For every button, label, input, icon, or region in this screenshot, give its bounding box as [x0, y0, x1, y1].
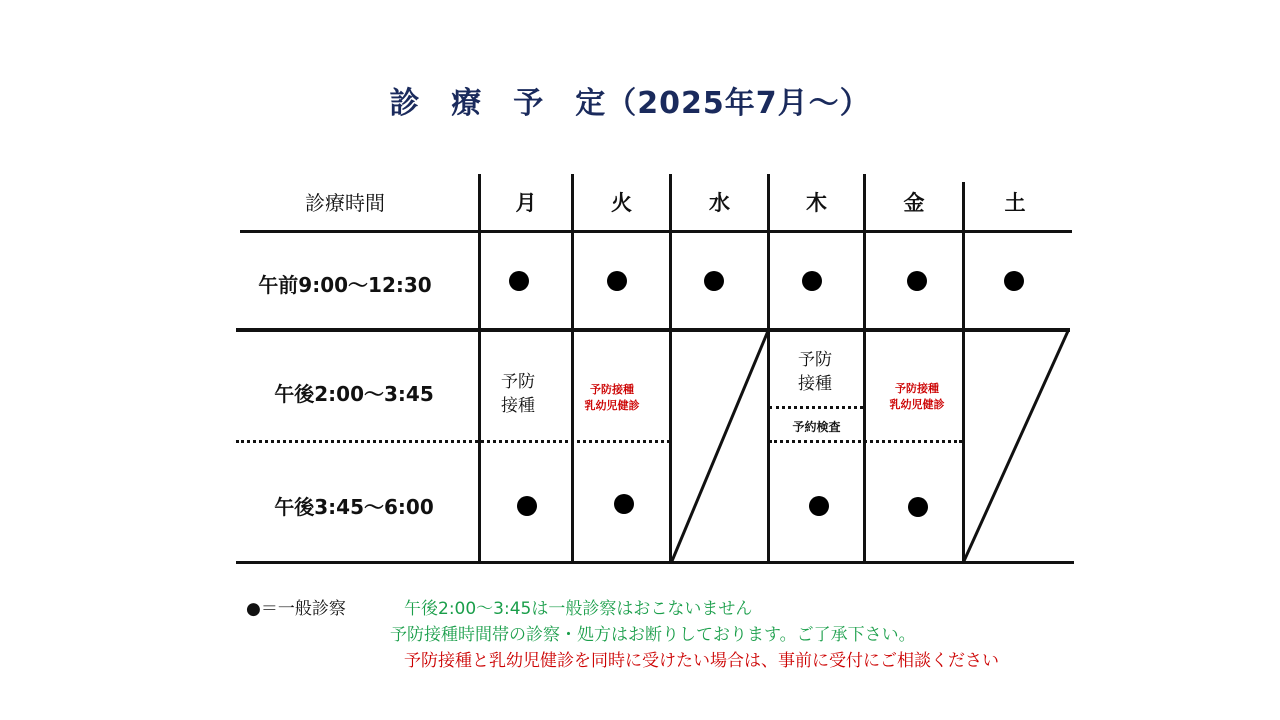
header-day-sat: 土: [1004, 191, 1026, 215]
late-afternoon-mark-tue: [614, 494, 634, 514]
late-afternoon-mark-thu: [809, 496, 829, 516]
wed-closed-diagonal: [672, 331, 768, 561]
morning-mark-wed: [704, 271, 724, 291]
header-day-tue: 火: [611, 191, 632, 215]
row-label-afternoon-late: 午後3:45～6:00: [274, 495, 434, 519]
mon-vaccination-note: 予防 接種: [501, 372, 535, 416]
thu-vaccination-note: 予防 接種: [798, 350, 832, 394]
fri-vaccination-checkup-note: 予防接種 乳幼児健診: [889, 382, 945, 411]
header-day-wed: 水: [709, 191, 730, 215]
legend-line-1: 午後2:00～3:45は一般診察はおこないません: [404, 599, 753, 619]
tue-vaccination-checkup-note: 予防接種 乳幼児健診: [584, 383, 640, 412]
morning-mark-sat: [1004, 271, 1024, 291]
row-label-afternoon-early: 午後2:00～3:45: [274, 382, 434, 406]
morning-mark-mon: [509, 271, 529, 291]
row-label-morning: 午前9:00～12:30: [258, 273, 432, 297]
morning-mark-tue: [607, 271, 627, 291]
late-afternoon-mark-fri: [908, 497, 928, 517]
header-day-fri: 金: [903, 191, 925, 215]
legend-line-3: 予防接種と乳幼児健診を同時に受けたい場合は、事前に受付にご相談ください: [404, 651, 999, 671]
legend-line-2: 予防接種時間帯の診察・処方はお断りしております。ご了承下さい。: [390, 625, 916, 645]
header-day-mon: 月: [515, 191, 537, 215]
header-day-thu: 木: [806, 191, 827, 215]
morning-mark-thu: [802, 271, 822, 291]
morning-mark-fri: [907, 271, 927, 291]
thu-reserved-exam-note: 予約検査: [792, 420, 841, 434]
legend-symbol: ●＝一般診察: [246, 599, 346, 619]
sat-closed-diagonal: [964, 331, 1068, 561]
late-afternoon-mark-mon: [517, 496, 537, 516]
page-title: 診 療 予 定（2025年7月～）: [389, 86, 871, 121]
header-hours-label: 診療時間: [305, 191, 385, 215]
